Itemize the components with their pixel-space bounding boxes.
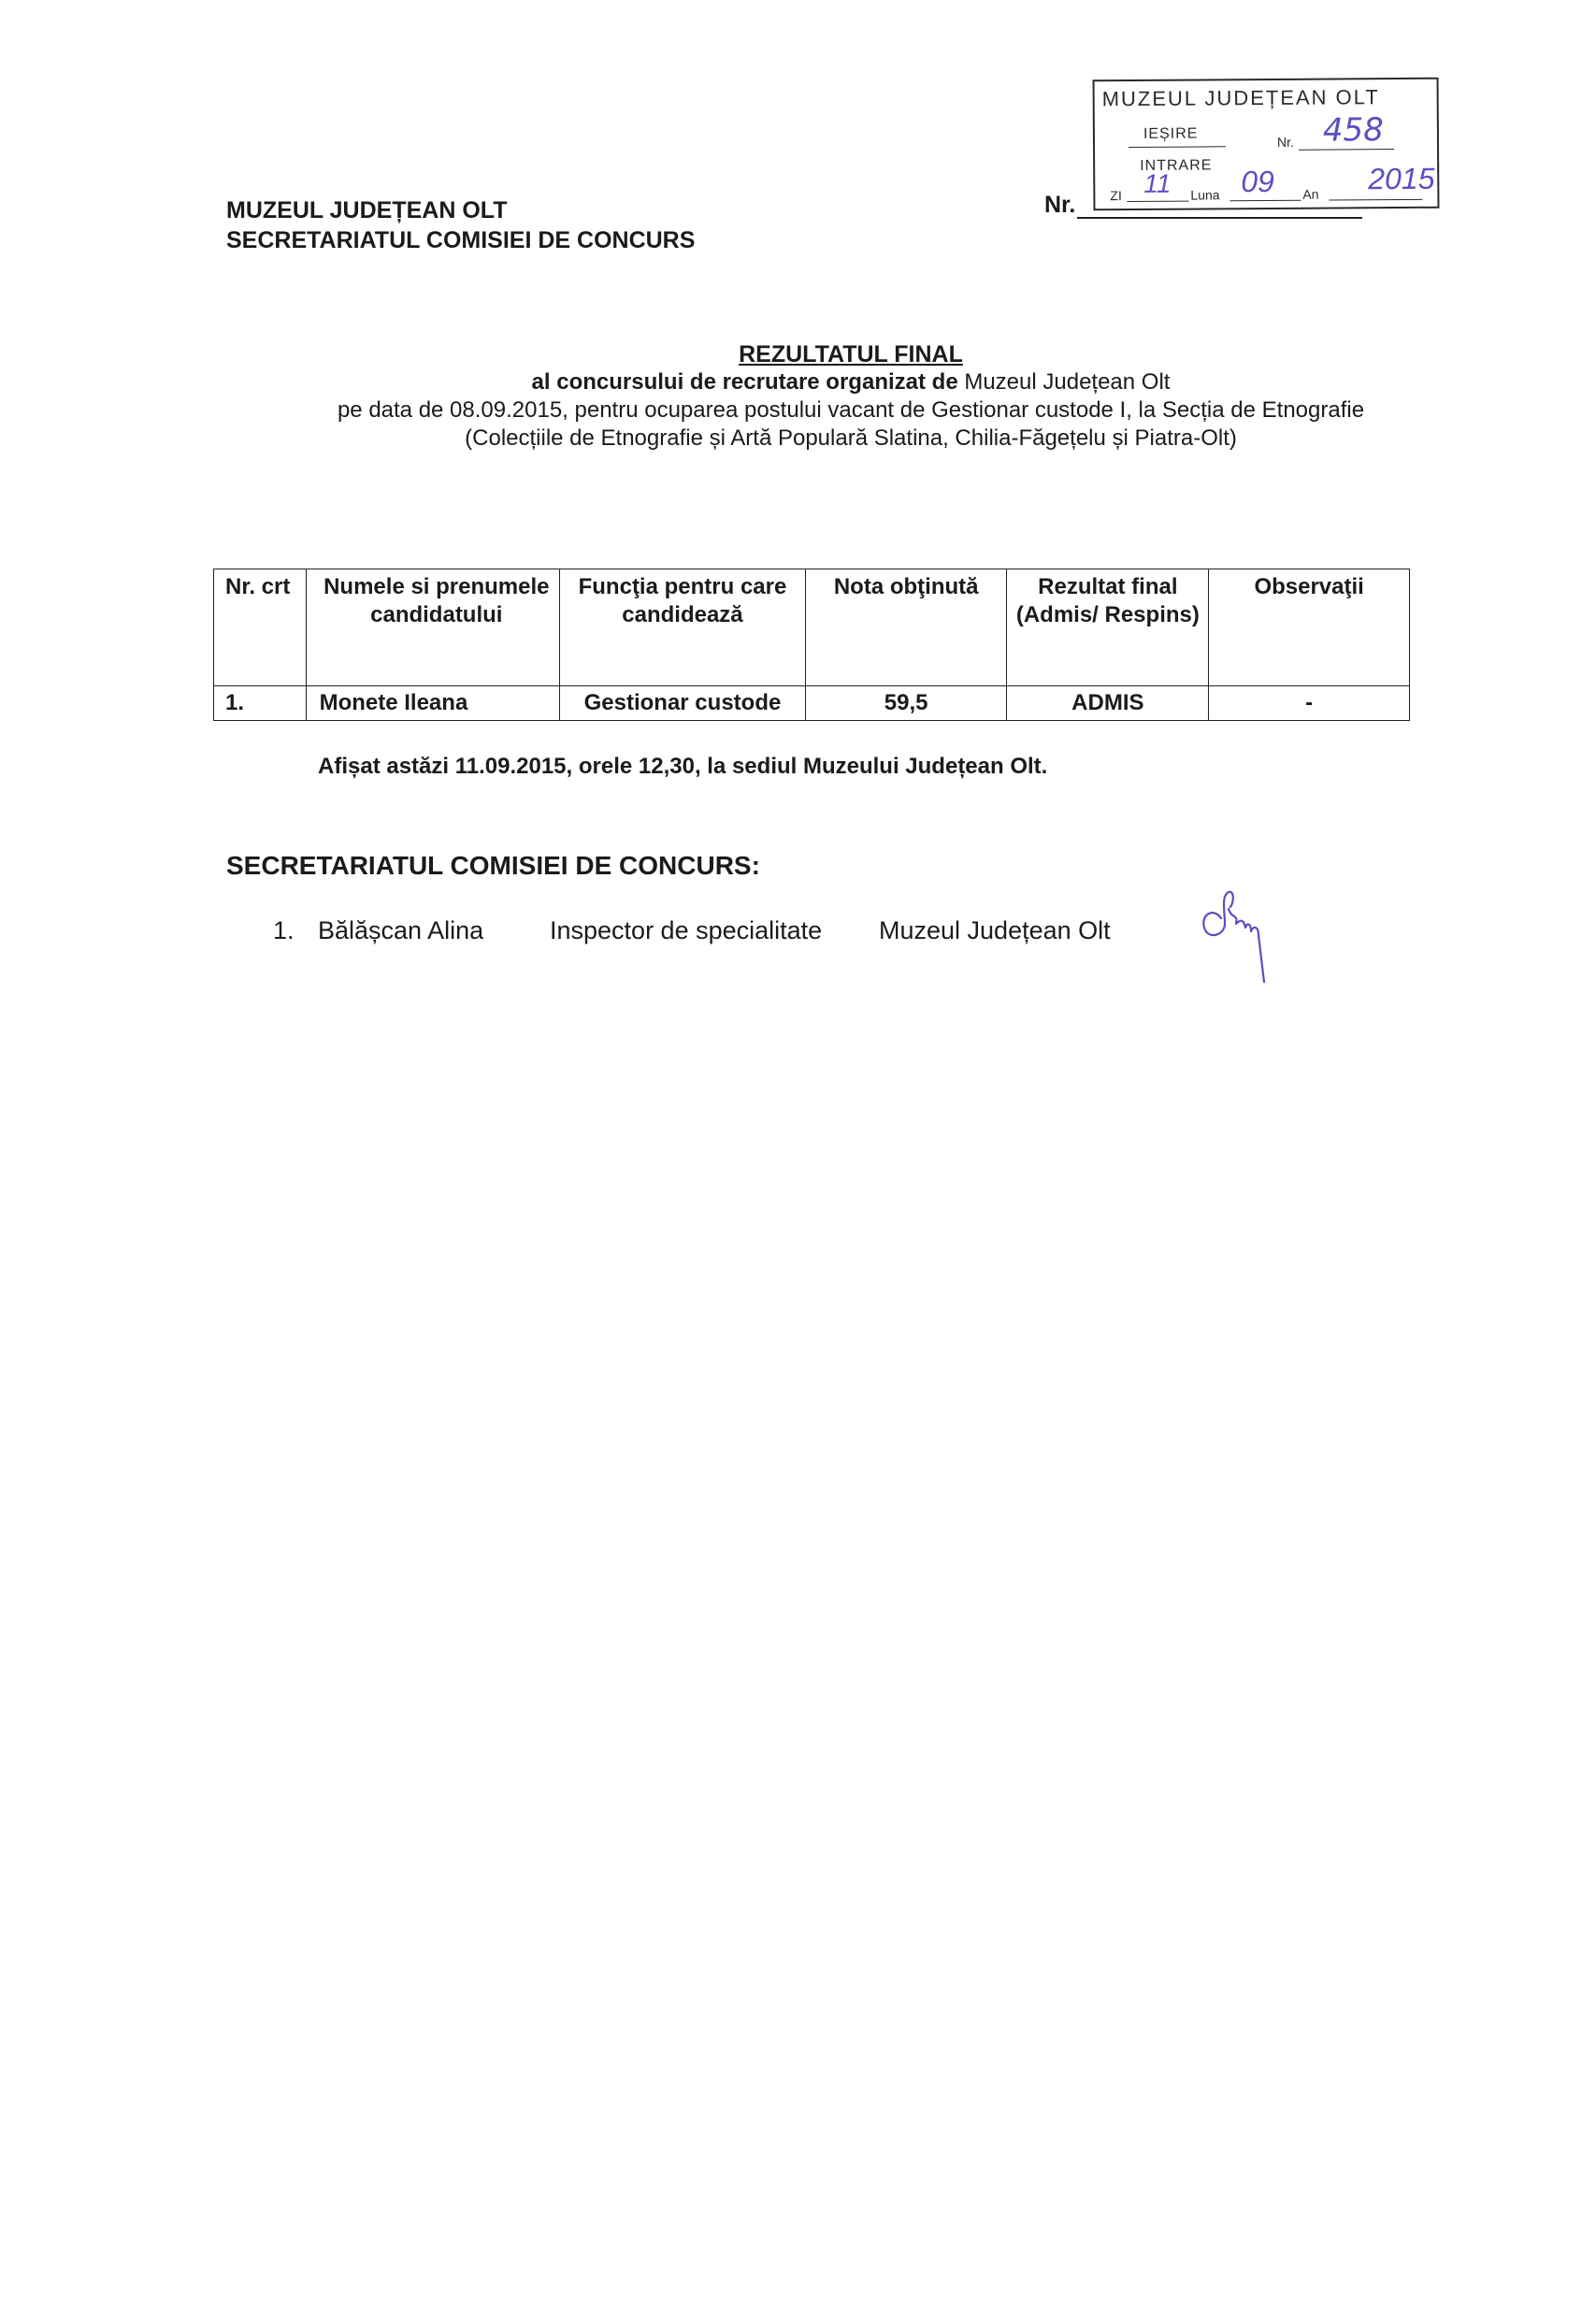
competition-collections: (Colecțiile de Etnografie și Artă Populară Slatina, Chilia-Făgețelu și Piatra-Olt)	[465, 425, 1237, 451]
subtitle-normal-part: Muzeul Județean Olt	[957, 369, 1171, 395]
column-header-result: Rezultat final (Admis/ Respins)	[1007, 569, 1209, 686]
stamp-luna-value: 09	[1241, 164, 1274, 199]
cell-notes: -	[1209, 686, 1410, 721]
member-organization: Muzeul Județean Olt	[879, 916, 1111, 944]
column-header-grade: Nota obţinută	[805, 569, 1007, 686]
cell-function: Gestionar custode	[560, 686, 806, 721]
table-header-row	[214, 569, 1410, 686]
stamp-an-value: 2015	[1368, 161, 1435, 196]
cell-candidate-name: Monete Ileana	[306, 686, 559, 721]
stamp-divider	[1129, 146, 1226, 148]
committee-heading: SECRETARIATUL COMISIEI DE CONCURS:	[226, 851, 760, 880]
posting-note: Afișat astăzi 11.09.2015, orele 12,30, la sediul Muzeului Județean Olt.	[318, 754, 1048, 779]
document-subtitle	[187, 368, 1515, 396]
cell-result: ADMIS	[1007, 686, 1209, 721]
document-header	[226, 195, 695, 255]
stamp-zi-line	[1127, 201, 1188, 202]
stamp-nr-value: 458	[1322, 111, 1384, 150]
stamp-iesire-label: IEȘIRE	[1143, 125, 1199, 142]
cell-nr: 1.	[214, 686, 307, 721]
stamp-zi-value: 11	[1143, 168, 1172, 198]
column-header-notes: Observaţii	[1209, 569, 1410, 686]
member-role: Inspector de specialitate	[550, 916, 823, 944]
member-name: Bălășcan Alina	[318, 916, 484, 944]
column-header-function: Funcţia pentru care candidează	[560, 569, 806, 686]
registration-number-line	[1077, 217, 1362, 219]
competition-description: pe data de 08.09.2015, pentru ocuparea postului vacant de Gestionar custode I, la Secția de Etnografie	[337, 397, 1365, 423]
document-title: REZULTATUL FINAL	[739, 341, 963, 367]
registration-number-label: Nr.	[1044, 192, 1076, 218]
column-header-nr: Nr. crt	[214, 569, 307, 686]
organization-name: MUZEUL JUDEȚEAN OLT	[226, 197, 508, 223]
member-number: 1.	[273, 916, 295, 944]
column-header-name: Numele si prenumele candidatului	[306, 569, 559, 686]
stamp-an-line	[1329, 199, 1422, 201]
handwritten-signature	[1193, 886, 1283, 995]
stamp-title: MUZEUL JUDEȚEAN OLT	[1101, 85, 1380, 111]
stamp-an-label: An	[1302, 186, 1319, 202]
stamp-nr-label: Nr.	[1276, 134, 1294, 150]
department-name: SECRETARIATUL COMISIEI DE CONCURS	[226, 227, 696, 253]
results-table	[213, 569, 1410, 721]
subtitle-bold-part: al concursului de recrutare organizat de	[531, 369, 958, 395]
stamp-intrare-label: INTRARE	[1140, 157, 1213, 174]
table-row	[214, 686, 1410, 721]
stamp-luna-line	[1229, 200, 1301, 202]
document-title-block	[187, 340, 1515, 453]
cell-grade: 59,5	[805, 686, 1007, 721]
stamp-zi-label: ZI	[1110, 188, 1122, 204]
stamp-luna-label: Luna	[1190, 187, 1220, 203]
registration-stamp	[1093, 78, 1440, 211]
